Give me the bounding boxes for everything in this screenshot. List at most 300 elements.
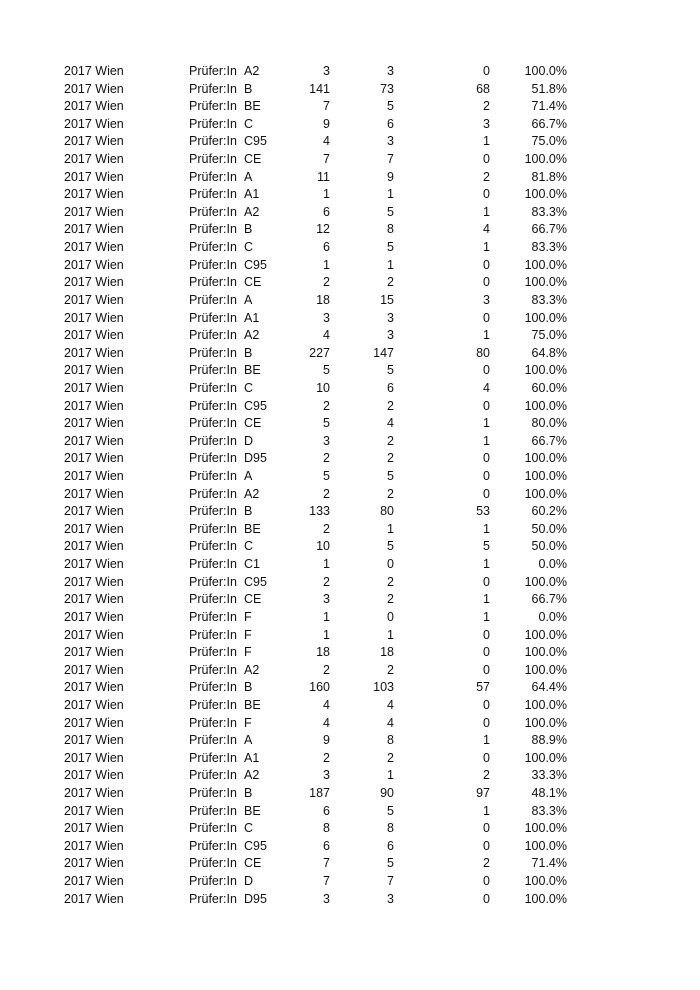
cell-role: Prüfer:In bbox=[189, 81, 237, 96]
cell-failed: 0 bbox=[483, 451, 490, 466]
cell-pass-rate: 100.0% bbox=[524, 451, 567, 466]
cell-year-location: 2017 Wien bbox=[64, 821, 124, 836]
cell-failed: 0 bbox=[483, 627, 490, 642]
cell-total: 1 bbox=[323, 557, 330, 572]
cell-total: 133 bbox=[309, 504, 330, 519]
cell-license-class: C bbox=[244, 821, 254, 836]
cell-total: 2 bbox=[323, 451, 330, 466]
cell-license-class: B bbox=[244, 504, 253, 519]
cell-failed: 80 bbox=[476, 345, 490, 360]
cell-passed: 18 bbox=[380, 645, 394, 660]
cell-year-location: 2017 Wien bbox=[64, 187, 124, 202]
cell-passed: 2 bbox=[387, 275, 394, 290]
cell-license-class: A2 bbox=[244, 662, 260, 677]
cell-passed: 3 bbox=[387, 64, 394, 78]
cell-year-location: 2017 Wien bbox=[64, 609, 124, 624]
cell-year-location: 2017 Wien bbox=[64, 310, 124, 325]
cell-role: Prüfer:In bbox=[189, 521, 237, 536]
cell-role: Prüfer:In bbox=[189, 416, 237, 431]
cell-pass-rate: 100.0% bbox=[524, 715, 567, 730]
cell-total: 3 bbox=[323, 891, 330, 906]
cell-year-location: 2017 Wien bbox=[64, 768, 124, 783]
cell-role: Prüfer:In bbox=[189, 451, 237, 466]
cell-license-class: C95 bbox=[244, 134, 267, 149]
cell-role: Prüfer:In bbox=[189, 169, 237, 184]
cell-total: 4 bbox=[323, 328, 330, 343]
cell-pass-rate: 100.0% bbox=[524, 257, 567, 272]
cell-pass-rate: 100.0% bbox=[524, 469, 567, 484]
cell-passed: 1 bbox=[387, 257, 394, 272]
cell-total: 6 bbox=[323, 240, 330, 255]
cell-failed: 1 bbox=[483, 328, 490, 343]
cell-total: 18 bbox=[316, 292, 330, 307]
cell-failed: 97 bbox=[476, 785, 490, 800]
cell-pass-rate: 100.0% bbox=[524, 662, 567, 677]
cell-failed: 0 bbox=[483, 187, 490, 202]
cell-total: 160 bbox=[309, 680, 330, 695]
cell-year-location: 2017 Wien bbox=[64, 116, 124, 131]
cell-role: Prüfer:In bbox=[189, 469, 237, 484]
cell-total: 3 bbox=[323, 768, 330, 783]
cell-total: 2 bbox=[323, 398, 330, 413]
cell-failed: 0 bbox=[483, 821, 490, 836]
cell-role: Prüfer:In bbox=[189, 768, 237, 783]
cell-role: Prüfer:In bbox=[189, 539, 237, 554]
cell-pass-rate: 100.0% bbox=[524, 627, 567, 642]
cell-total: 4 bbox=[323, 697, 330, 712]
cell-license-class: C bbox=[244, 240, 254, 255]
cell-license-class: CE bbox=[244, 856, 262, 871]
table-row bbox=[0, 556, 700, 574]
cell-role: Prüfer:In bbox=[189, 891, 237, 906]
table-row bbox=[0, 345, 700, 363]
cell-total: 9 bbox=[323, 116, 330, 131]
table-row bbox=[0, 697, 700, 715]
cell-role: Prüfer:In bbox=[189, 785, 237, 800]
cell-failed: 53 bbox=[476, 504, 490, 519]
cell-license-class: BE bbox=[244, 803, 261, 818]
table-row bbox=[0, 820, 700, 838]
table-row bbox=[0, 803, 700, 821]
cell-passed: 6 bbox=[387, 116, 394, 131]
table-row bbox=[0, 750, 700, 768]
table-row bbox=[0, 327, 700, 345]
cell-failed: 0 bbox=[483, 838, 490, 853]
cell-license-class: B bbox=[244, 345, 253, 360]
cell-year-location: 2017 Wien bbox=[64, 469, 124, 484]
cell-pass-rate: 100.0% bbox=[524, 486, 567, 501]
cell-pass-rate: 100.0% bbox=[524, 574, 567, 589]
cell-license-class: A1 bbox=[244, 750, 260, 765]
cell-license-class: BE bbox=[244, 521, 261, 536]
cell-total: 2 bbox=[323, 275, 330, 290]
cell-total: 6 bbox=[323, 838, 330, 853]
cell-passed: 4 bbox=[387, 697, 394, 712]
cell-passed: 1 bbox=[387, 187, 394, 202]
cell-failed: 2 bbox=[483, 768, 490, 783]
cell-pass-rate: 71.4% bbox=[531, 99, 567, 114]
cell-failed: 1 bbox=[483, 609, 490, 624]
cell-license-class: C bbox=[244, 539, 254, 554]
cell-role: Prüfer:In bbox=[189, 433, 237, 448]
cell-license-class: C95 bbox=[244, 398, 267, 413]
cell-total: 3 bbox=[323, 64, 330, 78]
cell-failed: 1 bbox=[483, 521, 490, 536]
cell-passed: 1 bbox=[387, 521, 394, 536]
cell-pass-rate: 60.0% bbox=[531, 380, 567, 395]
cell-license-class: C95 bbox=[244, 257, 267, 272]
cell-total: 11 bbox=[317, 169, 330, 184]
table-row bbox=[0, 292, 700, 310]
cell-passed: 1 bbox=[387, 768, 394, 783]
cell-license-class: A bbox=[244, 169, 253, 184]
cell-license-class: A2 bbox=[244, 64, 260, 78]
cell-passed: 8 bbox=[387, 222, 394, 237]
cell-year-location: 2017 Wien bbox=[64, 222, 124, 237]
cell-failed: 0 bbox=[483, 486, 490, 501]
cell-year-location: 2017 Wien bbox=[64, 838, 124, 853]
cell-license-class: C1 bbox=[244, 557, 260, 572]
cell-license-class: A2 bbox=[244, 328, 260, 343]
cell-passed: 73 bbox=[380, 81, 394, 96]
cell-passed: 8 bbox=[387, 733, 394, 748]
cell-failed: 0 bbox=[483, 574, 490, 589]
cell-failed: 1 bbox=[483, 733, 490, 748]
cell-total: 18 bbox=[316, 645, 330, 660]
table-row bbox=[0, 644, 700, 662]
table-row bbox=[0, 855, 700, 873]
cell-license-class: CE bbox=[244, 152, 262, 167]
cell-role: Prüfer:In bbox=[189, 275, 237, 290]
cell-year-location: 2017 Wien bbox=[64, 363, 124, 378]
cell-year-location: 2017 Wien bbox=[64, 275, 124, 290]
cell-license-class: A bbox=[244, 469, 253, 484]
cell-failed: 3 bbox=[483, 116, 490, 131]
cell-role: Prüfer:In bbox=[189, 345, 237, 360]
cell-role: Prüfer:In bbox=[189, 662, 237, 677]
table-row bbox=[0, 98, 700, 116]
cell-role: Prüfer:In bbox=[189, 557, 237, 572]
table-row bbox=[0, 503, 700, 521]
cell-pass-rate: 81.8% bbox=[531, 169, 567, 184]
cell-role: Prüfer:In bbox=[189, 310, 237, 325]
cell-year-location: 2017 Wien bbox=[64, 557, 124, 572]
cell-total: 1 bbox=[323, 627, 330, 642]
cell-pass-rate: 50.0% bbox=[531, 539, 567, 554]
cell-failed: 0 bbox=[483, 891, 490, 906]
table-row bbox=[0, 574, 700, 592]
cell-year-location: 2017 Wien bbox=[64, 645, 124, 660]
table-row bbox=[0, 433, 700, 451]
cell-passed: 5 bbox=[387, 99, 394, 114]
cell-pass-rate: 100.0% bbox=[524, 821, 567, 836]
cell-role: Prüfer:In bbox=[189, 609, 237, 624]
cell-year-location: 2017 Wien bbox=[64, 433, 124, 448]
cell-total: 1 bbox=[323, 257, 330, 272]
cell-pass-rate: 66.7% bbox=[531, 592, 567, 607]
cell-role: Prüfer:In bbox=[189, 116, 237, 131]
table-row bbox=[0, 715, 700, 733]
cell-year-location: 2017 Wien bbox=[64, 486, 124, 501]
cell-pass-rate: 100.0% bbox=[524, 152, 567, 167]
cell-total: 7 bbox=[323, 874, 330, 889]
cell-pass-rate: 88.9% bbox=[531, 733, 567, 748]
cell-total: 2 bbox=[323, 574, 330, 589]
table-row bbox=[0, 627, 700, 645]
cell-pass-rate: 83.3% bbox=[531, 204, 567, 219]
cell-failed: 0 bbox=[483, 64, 490, 78]
cell-passed: 7 bbox=[387, 874, 394, 889]
cell-license-class: F bbox=[244, 609, 252, 624]
cell-passed: 3 bbox=[387, 328, 394, 343]
cell-failed: 1 bbox=[483, 803, 490, 818]
table-row bbox=[0, 239, 700, 257]
cell-pass-rate: 48.1% bbox=[531, 785, 567, 800]
cell-year-location: 2017 Wien bbox=[64, 874, 124, 889]
cell-pass-rate: 100.0% bbox=[524, 645, 567, 660]
cell-passed: 103 bbox=[373, 680, 394, 695]
cell-failed: 57 bbox=[476, 680, 490, 695]
cell-year-location: 2017 Wien bbox=[64, 99, 124, 114]
cell-pass-rate: 75.0% bbox=[531, 134, 567, 149]
cell-passed: 2 bbox=[387, 433, 394, 448]
cell-failed: 0 bbox=[483, 152, 490, 167]
cell-year-location: 2017 Wien bbox=[64, 662, 124, 677]
cell-pass-rate: 0.0% bbox=[538, 557, 567, 572]
cell-role: Prüfer:In bbox=[189, 803, 237, 818]
cell-total: 3 bbox=[323, 592, 330, 607]
cell-role: Prüfer:In bbox=[189, 645, 237, 660]
table-row bbox=[0, 398, 700, 416]
cell-passed: 5 bbox=[387, 803, 394, 818]
cell-total: 2 bbox=[323, 662, 330, 677]
cell-failed: 1 bbox=[483, 592, 490, 607]
cell-license-class: C95 bbox=[244, 838, 267, 853]
cell-license-class: BE bbox=[244, 363, 261, 378]
cell-pass-rate: 83.3% bbox=[531, 292, 567, 307]
table-row bbox=[0, 591, 700, 609]
cell-license-class: D95 bbox=[244, 891, 267, 906]
cell-year-location: 2017 Wien bbox=[64, 750, 124, 765]
cell-year-location: 2017 Wien bbox=[64, 398, 124, 413]
cell-year-location: 2017 Wien bbox=[64, 257, 124, 272]
cell-year-location: 2017 Wien bbox=[64, 169, 124, 184]
cell-year-location: 2017 Wien bbox=[64, 715, 124, 730]
cell-total: 1 bbox=[323, 609, 330, 624]
cell-year-location: 2017 Wien bbox=[64, 451, 124, 466]
cell-passed: 15 bbox=[380, 292, 394, 307]
cell-failed: 1 bbox=[483, 204, 490, 219]
cell-failed: 0 bbox=[483, 645, 490, 660]
cell-license-class: A2 bbox=[244, 204, 260, 219]
cell-license-class: B bbox=[244, 785, 253, 800]
cell-pass-rate: 66.7% bbox=[531, 222, 567, 237]
cell-failed: 0 bbox=[483, 697, 490, 712]
cell-passed: 6 bbox=[387, 838, 394, 853]
cell-pass-rate: 71.4% bbox=[531, 856, 567, 871]
cell-year-location: 2017 Wien bbox=[64, 803, 124, 818]
cell-license-class: CE bbox=[244, 592, 262, 607]
cell-failed: 1 bbox=[483, 240, 490, 255]
cell-passed: 5 bbox=[387, 363, 394, 378]
cell-year-location: 2017 Wien bbox=[64, 733, 124, 748]
table-row bbox=[0, 609, 700, 627]
cell-role: Prüfer:In bbox=[189, 821, 237, 836]
spreadsheet-table bbox=[0, 63, 700, 908]
cell-pass-rate: 75.0% bbox=[531, 328, 567, 343]
cell-role: Prüfer:In bbox=[189, 257, 237, 272]
cell-failed: 0 bbox=[483, 874, 490, 889]
cell-role: Prüfer:In bbox=[189, 64, 237, 78]
cell-passed: 4 bbox=[387, 416, 394, 431]
cell-year-location: 2017 Wien bbox=[64, 574, 124, 589]
cell-role: Prüfer:In bbox=[189, 697, 237, 712]
cell-failed: 3 bbox=[483, 292, 490, 307]
table-row bbox=[0, 221, 700, 239]
cell-year-location: 2017 Wien bbox=[64, 345, 124, 360]
cell-pass-rate: 100.0% bbox=[524, 275, 567, 290]
cell-pass-rate: 100.0% bbox=[524, 187, 567, 202]
cell-failed: 0 bbox=[483, 750, 490, 765]
cell-pass-rate: 80.0% bbox=[531, 416, 567, 431]
table-row bbox=[0, 679, 700, 697]
cell-failed: 0 bbox=[483, 310, 490, 325]
cell-total: 6 bbox=[323, 803, 330, 818]
cell-failed: 1 bbox=[483, 134, 490, 149]
cell-total: 4 bbox=[323, 715, 330, 730]
cell-total: 2 bbox=[323, 486, 330, 501]
cell-total: 10 bbox=[316, 539, 330, 554]
table-row bbox=[0, 133, 700, 151]
table-row bbox=[0, 873, 700, 891]
cell-total: 3 bbox=[323, 433, 330, 448]
cell-total: 9 bbox=[323, 733, 330, 748]
cell-pass-rate: 100.0% bbox=[524, 891, 567, 906]
cell-pass-rate: 100.0% bbox=[524, 874, 567, 889]
cell-passed: 5 bbox=[387, 469, 394, 484]
cell-passed: 3 bbox=[387, 310, 394, 325]
cell-total: 5 bbox=[323, 469, 330, 484]
cell-failed: 1 bbox=[483, 557, 490, 572]
cell-role: Prüfer:In bbox=[189, 504, 237, 519]
cell-pass-rate: 83.3% bbox=[531, 240, 567, 255]
table-row bbox=[0, 310, 700, 328]
cell-total: 8 bbox=[323, 821, 330, 836]
cell-year-location: 2017 Wien bbox=[64, 856, 124, 871]
cell-year-location: 2017 Wien bbox=[64, 539, 124, 554]
table-row bbox=[0, 785, 700, 803]
cell-pass-rate: 100.0% bbox=[524, 398, 567, 413]
table-row bbox=[0, 468, 700, 486]
cell-passed: 2 bbox=[387, 486, 394, 501]
table-row bbox=[0, 838, 700, 856]
cell-passed: 3 bbox=[387, 134, 394, 149]
cell-year-location: 2017 Wien bbox=[64, 416, 124, 431]
cell-pass-rate: 100.0% bbox=[524, 697, 567, 712]
table-row bbox=[0, 380, 700, 398]
cell-passed: 2 bbox=[387, 750, 394, 765]
cell-license-class: F bbox=[244, 645, 252, 660]
cell-passed: 2 bbox=[387, 574, 394, 589]
table-row bbox=[0, 151, 700, 169]
cell-failed: 0 bbox=[483, 469, 490, 484]
cell-role: Prüfer:In bbox=[189, 838, 237, 853]
cell-failed: 0 bbox=[483, 398, 490, 413]
table-row bbox=[0, 63, 700, 81]
table-row bbox=[0, 274, 700, 292]
cell-pass-rate: 0.0% bbox=[538, 609, 567, 624]
cell-failed: 5 bbox=[483, 539, 490, 554]
cell-failed: 0 bbox=[483, 257, 490, 272]
cell-license-class: A2 bbox=[244, 768, 260, 783]
cell-year-location: 2017 Wien bbox=[64, 134, 124, 149]
cell-year-location: 2017 Wien bbox=[64, 240, 124, 255]
cell-total: 2 bbox=[323, 750, 330, 765]
cell-year-location: 2017 Wien bbox=[64, 680, 124, 695]
cell-failed: 0 bbox=[483, 715, 490, 730]
cell-role: Prüfer:In bbox=[189, 240, 237, 255]
cell-role: Prüfer:In bbox=[189, 398, 237, 413]
cell-license-class: F bbox=[244, 627, 252, 642]
cell-total: 5 bbox=[323, 416, 330, 431]
cell-total: 3 bbox=[323, 310, 330, 325]
cell-total: 187 bbox=[309, 785, 330, 800]
cell-license-class: B bbox=[244, 81, 253, 96]
cell-total: 1 bbox=[323, 187, 330, 202]
cell-year-location: 2017 Wien bbox=[64, 81, 124, 96]
cell-year-location: 2017 Wien bbox=[64, 592, 124, 607]
cell-failed: 0 bbox=[483, 662, 490, 677]
cell-role: Prüfer:In bbox=[189, 152, 237, 167]
cell-role: Prüfer:In bbox=[189, 222, 237, 237]
cell-year-location: 2017 Wien bbox=[64, 328, 124, 343]
cell-role: Prüfer:In bbox=[189, 574, 237, 589]
cell-role: Prüfer:In bbox=[189, 680, 237, 695]
cell-role: Prüfer:In bbox=[189, 363, 237, 378]
cell-passed: 6 bbox=[387, 380, 394, 395]
cell-license-class: CE bbox=[244, 416, 262, 431]
cell-passed: 0 bbox=[387, 609, 394, 624]
cell-role: Prüfer:In bbox=[189, 292, 237, 307]
cell-passed: 8 bbox=[387, 821, 394, 836]
cell-pass-rate: 100.0% bbox=[524, 750, 567, 765]
cell-total: 2 bbox=[323, 521, 330, 536]
cell-passed: 5 bbox=[387, 204, 394, 219]
cell-license-class: A1 bbox=[244, 310, 260, 325]
cell-passed: 2 bbox=[387, 451, 394, 466]
table-row bbox=[0, 415, 700, 433]
table-row bbox=[0, 521, 700, 539]
cell-license-class: BE bbox=[244, 99, 261, 114]
cell-role: Prüfer:In bbox=[189, 733, 237, 748]
cell-year-location: 2017 Wien bbox=[64, 292, 124, 307]
cell-passed: 90 bbox=[380, 785, 394, 800]
cell-year-location: 2017 Wien bbox=[64, 152, 124, 167]
cell-failed: 68 bbox=[476, 81, 490, 96]
cell-pass-rate: 66.7% bbox=[531, 116, 567, 131]
cell-role: Prüfer:In bbox=[189, 134, 237, 149]
cell-year-location: 2017 Wien bbox=[64, 627, 124, 642]
cell-role: Prüfer:In bbox=[189, 380, 237, 395]
cell-failed: 1 bbox=[483, 433, 490, 448]
cell-year-location: 2017 Wien bbox=[64, 785, 124, 800]
cell-passed: 147 bbox=[373, 345, 394, 360]
cell-license-class: BE bbox=[244, 697, 261, 712]
cell-license-class: A2 bbox=[244, 486, 260, 501]
cell-failed: 4 bbox=[483, 380, 490, 395]
cell-passed: 80 bbox=[380, 504, 394, 519]
cell-pass-rate: 50.0% bbox=[531, 521, 567, 536]
